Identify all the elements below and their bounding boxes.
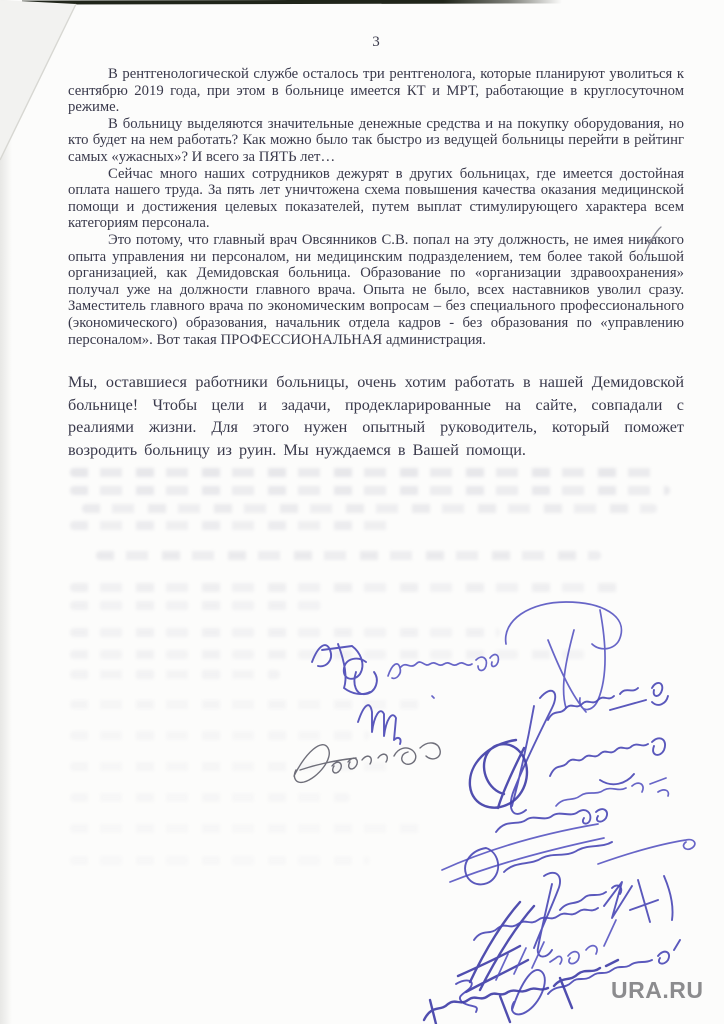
bleed-through-line: [70, 521, 400, 530]
signature-flourish-right: [506, 602, 622, 712]
signature-scribble-1: [312, 644, 377, 694]
closing-paragraph: Мы, оставшиеся работники больницы, очень хотим работать в нашей Демидовской больнице! Чтобы цели и задачи, продекларированные на сайте, совпадали с реалиями жизни. Для этого нужен опытный руководитель, который поможет возродить больницу из руин. Мы нуждаемся в Вашей помощи.: [68, 373, 684, 459]
pen-tick-mark: [642, 224, 664, 258]
signature-surname-initials-1: [548, 683, 668, 720]
bleed-through-line: [96, 551, 601, 560]
signature-oval-cursive: [465, 842, 612, 884]
document-text-block: [68, 34, 684, 461]
signature-cursive-2: [550, 738, 665, 784]
signature-descender-loop: [534, 873, 621, 957]
signature-z-scribble: [456, 981, 477, 1012]
signature-cursive-3: [556, 778, 668, 806]
bleed-through-line: [70, 486, 670, 495]
bleed-through-line: [70, 468, 655, 477]
signature-tall-loop: [511, 691, 555, 814]
scan-top-edge: [22, 0, 562, 5]
paragraph-4: Это потому, что главный врач Овсянников С.В. попал на эту должность, не имея никакого опыта управления ни персоналом, ни медицинским подразделением, тем более такой большой организацией, как Демидовская больница. Образование по «организации здравоохранения» получал уже на должности главного врача. Опыта не было, всех наставников уволил сразу. Заместитель главного врача по экономическим вопросам – без специального профессионального (экономического) образования, начальник отдела кадров - без образования по «управлению персоналом». Вот такая ПРОФЕССИОНАЛЬНАЯ администрация.: [68, 231, 684, 348]
signature-long-right-stroke: [598, 840, 695, 864]
signature-oval-loops: [470, 740, 527, 808]
paragraph-3: Сейчас много наших сотрудников дежурят в других больницах, где имеется достойная оплата нашего труда. За пять лет уничтожена схема повышения качества оказания медицинской помощи и достижения целевых показателей, путем выплат стимулирующего характера всем категориям персонала.: [68, 165, 684, 232]
signature-gray-pen: [294, 743, 440, 782]
signature-cursive-1: [388, 655, 498, 698]
bleed-through-line: [82, 504, 657, 513]
paragraph-2: В больницу выделяются значительные денежные средства и на покупку оборудования, но кто будет на нем работать? Как можно было так быстро из ведущей больницы перейти в рейтинг самых «ужасных»? И всего за ПЯТЬ лет…: [68, 115, 684, 165]
signatures-area: [0, 580, 724, 1024]
page-number: 3: [372, 34, 380, 50]
signature-surname-initials-2: [474, 876, 673, 940]
paragraph-1: В рентгенологической службе осталось три рентгенолога, которые планируют уволиться к сентябрю 2019 года, при этом в больнице имеется КТ и МРТ, работающие в круглосуточном режиме.: [68, 66, 684, 116]
ura-ru-watermark: URA.RU: [611, 977, 704, 1003]
signature-initials: [358, 705, 401, 744]
